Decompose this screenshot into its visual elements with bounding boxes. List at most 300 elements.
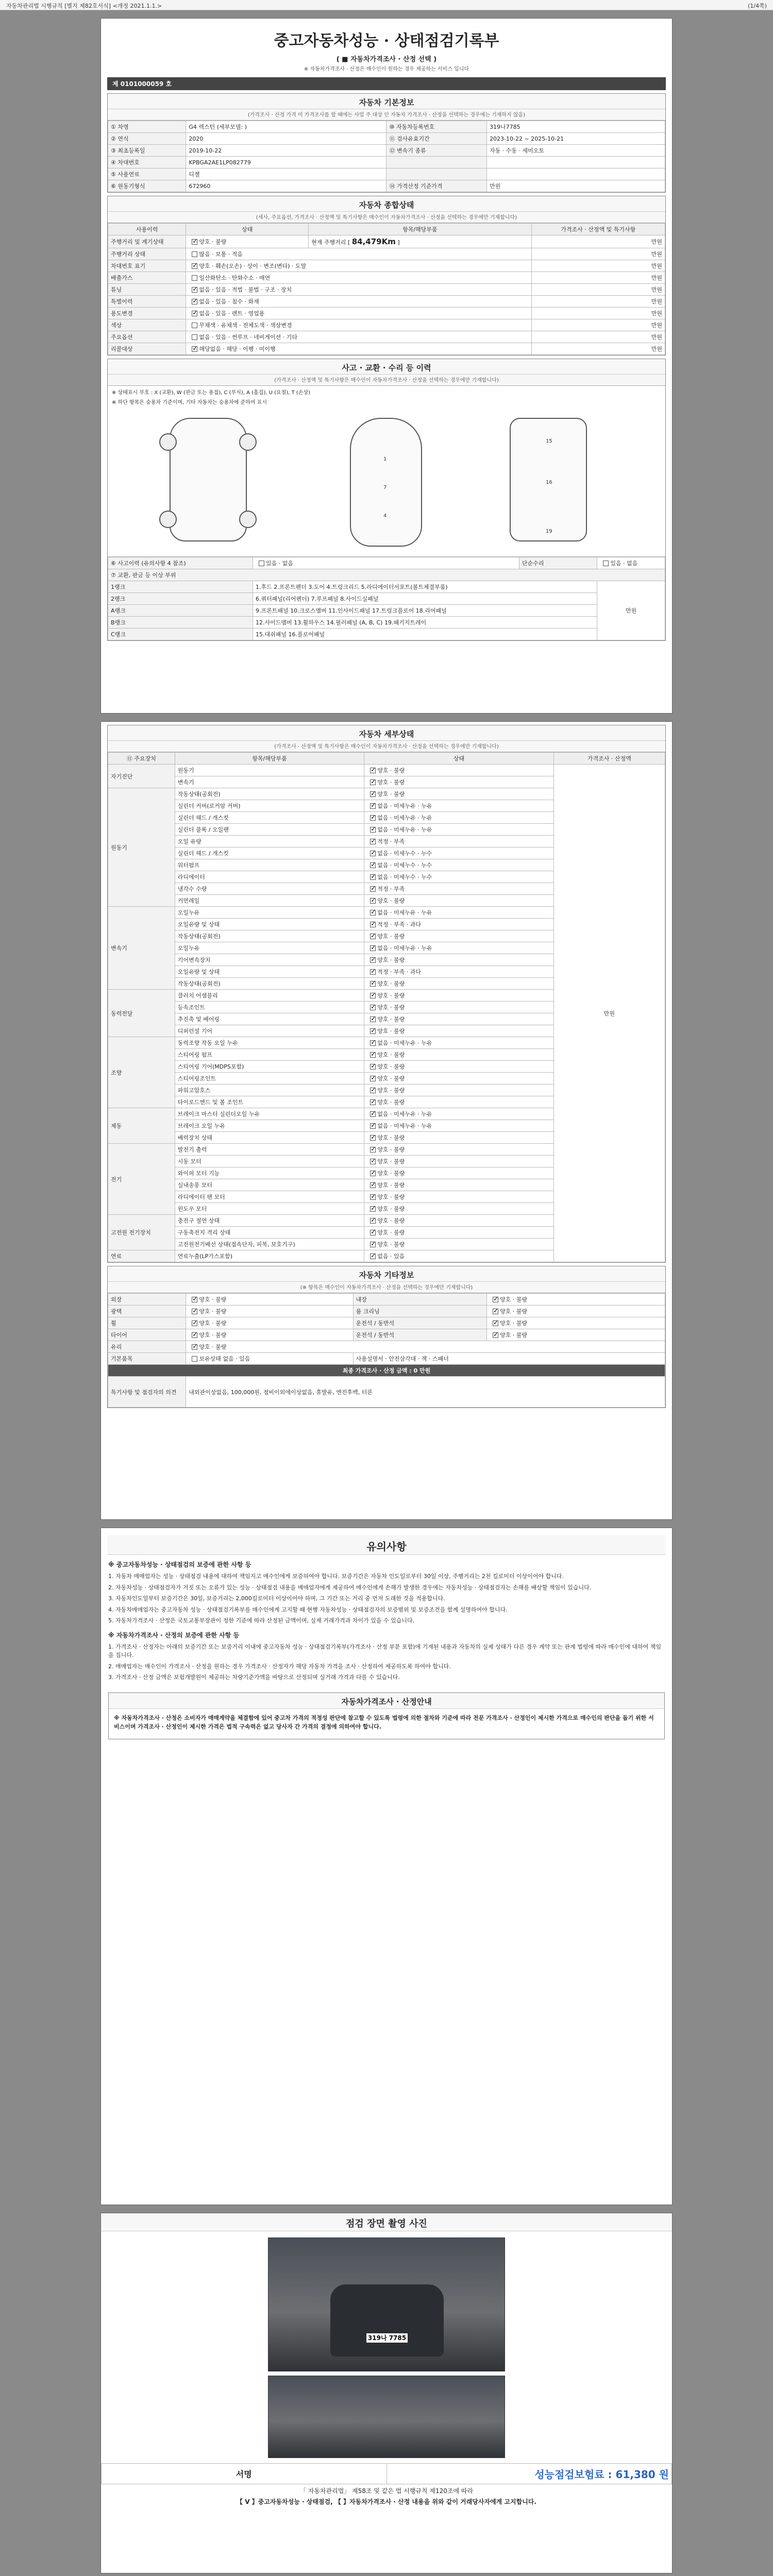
sheet-page-4 [100, 2213, 673, 2573]
cell-value: G4 렉스턴 (세부모델: ) [186, 121, 386, 133]
checkbox[interactable] [370, 862, 376, 868]
checkbox[interactable] [192, 334, 197, 340]
legal-line-2: 【 V 】중고자동차성능 · 상태점검, 【 】자동차가격조사 · 산정 내용을 위와 같이 거래당사자에게 고지합니다. [237, 2498, 536, 2505]
checkbox[interactable] [493, 1297, 498, 1302]
checkbox[interactable] [370, 1182, 376, 1188]
note-paragraph: 1. 가격조사 · 산정자는 아래의 보증기간 또는 보증거리 이내에 중고자동차 성능 · 상태점검기록부(가격조사 · 산정 부분 포함)에 기재된 내용과 자동차의 실제 상태가 다른 경우 계약 또는 관계 법령에 따라 매수인에 대하여 책임을 집니다. [108, 1643, 662, 1658]
item-label: 시동 모터 [175, 1156, 364, 1167]
state-cell [186, 235, 309, 248]
notes-subheading: ※ 중고자동차성능 · 상태점검의 보증에 관한 사항 등 [108, 1561, 251, 1568]
state-cell [364, 1167, 554, 1179]
state-cell [364, 1002, 554, 1013]
row-label: 운전석 / 동반석 [353, 1317, 486, 1329]
checkbox[interactable] [192, 263, 197, 269]
note-paragraph: 2. 매매업자는 매수인이 가격조사 · 산정을 원하는 경우 가격조사 · 산정자가 해당 자동차 가격을 조사 · 산정하여 제공하도록 하여야 합니다. [108, 1663, 451, 1670]
state-text: 양호 · 불량 [377, 1206, 405, 1212]
column-header: 항목/해당부품 [175, 753, 364, 765]
mileage-value: 84,479Km [351, 237, 396, 246]
checkbox[interactable] [370, 1111, 376, 1117]
checkbox[interactable] [493, 1309, 498, 1314]
section-heading: 사고 · 교환 · 수리 등 이력 [108, 359, 665, 375]
page-indicator: (1/4쪽) [748, 3, 767, 9]
state-text: 일산화탄소 · 탄화수소 · 매연 [199, 275, 271, 281]
car-damage-diagram [108, 408, 665, 557]
checkbox[interactable] [370, 1253, 376, 1259]
state-cell [364, 788, 554, 800]
state-text: 양호 · 불량 [199, 1296, 227, 1303]
pricing-guide-heading: 자동차가격조사 · 산정안내 [109, 1693, 664, 1709]
section-note: (세사, 주요옵션, 가격조사 · 산정액 및 특기사항은 매수인이 자동차가격조사 · 산정을 선택하는 경우에만 기재합니다) [108, 212, 665, 223]
checkbox[interactable] [370, 993, 376, 998]
cell-label: ① 차명 [108, 121, 186, 133]
checkbox[interactable] [370, 1076, 376, 1081]
item-label: 스티어링 기어(MDPS포함) [175, 1061, 364, 1073]
checkbox[interactable] [370, 827, 376, 833]
checkbox[interactable] [370, 1147, 376, 1153]
checkbox[interactable] [370, 1099, 376, 1105]
checkbox[interactable] [370, 791, 376, 797]
state-text: 양호 · 불량 [500, 1320, 528, 1327]
group-label: 연료 [108, 1250, 175, 1262]
state-text: 없음 · 미세누유 · 누유 [377, 815, 432, 821]
basic-info-table [108, 121, 665, 192]
state-cell [364, 1025, 554, 1037]
checkbox[interactable] [192, 1332, 197, 1338]
row-label: 휠 [108, 1317, 186, 1329]
row-label: 유리 [108, 1341, 186, 1353]
checkbox[interactable] [370, 1242, 376, 1247]
checkbox[interactable] [370, 874, 376, 880]
checkbox[interactable] [370, 922, 376, 927]
state-text: 양호 · 불량 [199, 1344, 227, 1350]
state-cell [364, 954, 554, 966]
column-header: 상태 [186, 224, 309, 235]
row-label: 기본품목 [108, 1353, 186, 1365]
state-cell [364, 824, 554, 836]
state-cell [364, 1144, 554, 1156]
cell-value: 2020 [186, 133, 386, 145]
state-text: 양호 · 불량 [377, 1170, 405, 1177]
state-cell [364, 883, 554, 895]
state-text: 없음 · 있음 · 침수 · 화재 [199, 298, 259, 305]
group-label: 자기진단 [108, 765, 175, 788]
checkbox[interactable] [192, 346, 197, 352]
state-cell [364, 1203, 554, 1215]
note-paragraph: 1. 자동차 매매업자는 성능 · 상태점검 내용에 대하여 책임지고 매수인에게 보증하여야 합니다. 보증기간은 자동차 인도일로부터 30일 이상, 주행거리는 2천 킬로미터 이상이어야 합니다. [108, 1573, 564, 1580]
checkbox[interactable] [192, 299, 197, 304]
state-text: 양호 · 불량 [377, 957, 405, 963]
checkbox[interactable] [370, 851, 376, 856]
checkbox[interactable] [370, 886, 376, 892]
state-text: 양호 · 불량 [377, 1028, 405, 1035]
rank-items: 1.후드 2.프론트펜더 3.도어 4.트렁크리드 5.라디에이터서포트(볼트체결부품) [253, 581, 597, 593]
rank-label: 1랭크 [108, 581, 253, 593]
price-cell: 만원 [531, 235, 665, 248]
table-row: 튜닝 ✓ 없음 · 있음 · 적법 · 불법 · 구조 · 장치 만원 [108, 284, 665, 296]
state-text: 적정 · 부족 · 과다 [377, 921, 421, 928]
state-text: 양호 · 불량 [377, 897, 405, 904]
car-body [330, 2284, 444, 2357]
item-label: 워터펌프 [175, 859, 364, 871]
wheel-icon [239, 433, 257, 451]
state-text: 양호 · 불량 [377, 1004, 405, 1011]
checkbox[interactable] [370, 969, 376, 975]
final-price-value: 0 만원 [413, 1367, 431, 1374]
sheet-page-3 [100, 1528, 673, 2205]
checkbox[interactable] [370, 1064, 376, 1070]
part-number: 15 [546, 438, 552, 444]
checkbox[interactable] [370, 1159, 376, 1164]
state-text: 적정 · 부족 [377, 886, 405, 892]
state-cell [364, 1037, 554, 1049]
pricing-guide-text: ※ 자동차가격조사 · 산정은 소비자가 매매계약을 체결함에 있어 중고차 가격의 적정성 판단에 참고할 수 있도록 법령에 의한 절차와 기준에 따라 전문 가격조사 · 산정인이 제시한 가격으로 매수인의 판단을 돕기 위한 서비스이며 가격조사 · 산정인이 제시한 가격은 법적 구속력은 없고 당사자 간 가격의 결정에 의하여야 합니다. [114, 1715, 654, 1730]
state-cell [364, 859, 554, 871]
price-cell: 만원 [553, 765, 665, 1262]
state-text: 없음 · 있음 [377, 1253, 405, 1260]
state-cell [364, 966, 554, 978]
checkbox[interactable] [370, 1123, 376, 1129]
state-cell [364, 1179, 554, 1191]
checkbox[interactable] [259, 561, 264, 566]
state-text: 없음 · 있음 · 썬루프 · 네비게이션 · 기타 [199, 334, 298, 341]
item-label: 윈도우 모터 [175, 1203, 364, 1215]
form-reference: 자동차관리법 시행규칙 [별지 제82호서식] <개정 2021.1.1.> [6, 3, 162, 9]
column-header: 가격조사 · 산정액 [553, 753, 665, 765]
state-cell [364, 1084, 554, 1096]
checkbox[interactable] [370, 1016, 376, 1022]
state-text: 없음 · 미세누유 · 누유 [377, 1111, 432, 1117]
section-heading: 자동차 기타정보 [108, 1266, 665, 1282]
checkbox[interactable] [603, 561, 609, 566]
column-header: 사용이력 [108, 224, 186, 235]
row-label: 룸 크리닝 [353, 1306, 486, 1317]
row-label: 용도변경 [108, 308, 186, 319]
state-text: 양호 · 불량 [377, 1075, 405, 1082]
fee-value: 61,380 원 [615, 2468, 669, 2481]
accident-legend: ※ 상태표시 부호 : X (교환), W (판금 또는 용접), C (부식), A (흠집), U (요철), T (손상) [112, 390, 311, 396]
item-label: 오일유량 및 상태 [175, 919, 364, 930]
item-label: 등속조인트 [175, 1002, 364, 1013]
column-header: 상태 [364, 753, 554, 765]
checkbox[interactable] [192, 323, 197, 328]
legal-line-1: 「 자동차관리법」 제58조 및 같은 법 시행규칙 제120조에 따라 [299, 2487, 474, 2495]
checkbox[interactable] [370, 1040, 376, 1046]
state-text: 양호 · 불량 [377, 1241, 405, 1248]
wheel-icon [239, 511, 257, 528]
final-price-label: 최종 가격조사 · 산정 금액 [342, 1367, 408, 1374]
state-text: 양호 · 불량 [377, 933, 405, 940]
other-info-section [107, 1266, 666, 1408]
state-text: 양호 · 불량 [377, 1217, 405, 1224]
checkbox[interactable] [192, 311, 197, 316]
checkbox[interactable] [370, 779, 376, 785]
state-text: 양호 · 불량 [377, 1016, 405, 1023]
top-strip [0, 0, 773, 10]
state-cell [364, 919, 554, 930]
state-text: 양호 · 훼손(오손) · 상이 · 변조(변타) · 도말 [199, 263, 307, 269]
mileage-cell: 현재 주행거리 [ 84,479Km ] [309, 235, 531, 248]
group-label: 전기 [108, 1144, 175, 1215]
state-text: 양호 · 불량 [199, 1320, 227, 1327]
other-info-table [108, 1293, 665, 1408]
inspection-photo-rear [268, 2376, 505, 2458]
cell-label: ④ 차대번호 [108, 157, 186, 168]
rank-label: 2랭크 [108, 593, 253, 605]
group-label: 원동기 [108, 788, 175, 907]
row-label: 타이어 [108, 1329, 186, 1341]
checkbox[interactable] [370, 934, 376, 939]
state-text: 없음 · 미세누유 · 누유 [377, 1040, 432, 1046]
final-price-row: 최종 가격조사 · 산정 금액 : 0 만원 [108, 1365, 665, 1377]
item-label: 브레이크 마스터 실린더오일 누유 [175, 1108, 364, 1120]
cell-value: 자동 · 수동 · 세미오토 [487, 145, 665, 157]
checkbox[interactable] [370, 1230, 376, 1235]
checkbox[interactable] [370, 768, 376, 773]
state-text: 양호 · 불량 [377, 1194, 405, 1200]
table-row: 용도변경 ✓ 없음 · 있음 · 렌트 · 영업용 만원 [108, 308, 665, 319]
checkbox[interactable] [370, 910, 376, 916]
row-label: 차대번호 표기 [108, 260, 186, 272]
row-label: 튜닝 [108, 284, 186, 296]
item-label: 실린더 블록 / 오일팬 [175, 824, 364, 836]
state-cell [364, 1096, 554, 1108]
note-paragraph: 3. 자동차인도일부터 보증기간은 30일, 보증거리는 2,000킬로미터 이상이어야 하며, 그 기간 또는 거리 중 먼저 도래한 것을 적용합니다. [108, 1595, 445, 1602]
note-paragraph: 4. 자동차매매업자는 중고자동차 성능 · 상태점검기록부를 매수인에게 고지할 때 현행 자동차성능 · 상태점검자의 보증범위 및 보증조건을 함께 설명하여야 합니다. [108, 1606, 508, 1613]
rank-items: 15.대쉬패널 16.플로어패널 [253, 629, 597, 640]
state-text: 없음 · 미세누수 · 누수 [377, 850, 432, 857]
table-row: 리콜대상 ✓ 해당없음 · 해당 · 이행 · 미이행 만원 [108, 343, 665, 355]
note-paragraph: 5. 자동차가격조사 · 산정은 국토교통부장관이 정한 기준에 따라 산정된 금액이며, 실제 거래가격과 차이가 있을 수 있습니다. [108, 1617, 415, 1624]
state-cell [364, 812, 554, 824]
checkbox[interactable] [192, 287, 197, 293]
state-text: 양호 · 불량 [377, 1063, 405, 1070]
row-label: 외장 [108, 1294, 186, 1306]
state-cell [364, 895, 554, 907]
state-cell [364, 930, 554, 942]
item-label: 기어변속장치 [175, 954, 364, 966]
item-label: 동력조향 작동 오일 누유 [175, 1037, 364, 1049]
checkbox[interactable] [192, 251, 197, 257]
state-cell [364, 1239, 554, 1250]
item-label: 작동상태(공회전) [175, 978, 364, 990]
item-label: 실린더 헤드 / 개스킷 [175, 812, 364, 824]
rank-items: 12.사이드멤버 13.휠하우스 14.필러패널 (A, B, C) 19.패키지트레이 [253, 617, 597, 629]
state-text: 양호 · 불량 [377, 1158, 405, 1165]
state-cell [364, 1013, 554, 1025]
checkbox[interactable] [493, 1320, 498, 1326]
note-paragraph: 3. 가격조사 · 산정 금액은 보험개발원이 제공하는 차량기준가액을 바탕으로 산정되며 실거래 가격과 다를 수 있습니다. [108, 1674, 400, 1681]
table-row: 배출가스 일산화탄소 · 탄화수소 · 매연 만원 [108, 272, 665, 284]
state-cell [364, 1191, 554, 1203]
remarks-text: 내외관이상없음, 100,000원, 점비이외에이상없음, 휴발유, 엔진후백, 터론 [186, 1377, 665, 1408]
cell-value [487, 157, 665, 168]
state-cell [364, 800, 554, 812]
fee-label: 성능점검보험료 [534, 2468, 604, 2481]
checkbox[interactable] [370, 1171, 376, 1176]
item-label: 실린더 헤드 / 개스킷 [175, 848, 364, 859]
section-heading: 자동차 종합상태 [108, 196, 665, 212]
sheet-page-1 [100, 18, 673, 714]
checkbox[interactable] [370, 1194, 376, 1200]
checkbox[interactable] [370, 1028, 376, 1034]
accident-table [108, 557, 665, 640]
item-label: 와이퍼 모터 기능 [175, 1167, 364, 1179]
checkbox[interactable] [192, 239, 197, 245]
item-label: 냉각수 수량 [175, 883, 364, 895]
state-text: 많음 · 보통 · 적음 [199, 251, 243, 258]
document-title: 중고자동차성능 · 상태점검기록부 [274, 32, 499, 50]
item-label: 타이로드엔드 및 볼 조인트 [175, 1096, 364, 1108]
part-number: 1 [383, 456, 387, 462]
column-header: ⑪ 주요장치 [108, 753, 175, 765]
item-label: 연료누출(LP가스포함) [175, 1250, 364, 1262]
cell-label: ⑭ 가격산정 기준가격 [386, 180, 487, 192]
rank-items: 6.쿼터패널(리어펜더) 7.루프패널 8.사이드실패널 [253, 593, 597, 605]
state-text: 양호 · 불량 [500, 1296, 528, 1303]
item-label: 스티어링 펌프 [175, 1049, 364, 1061]
state-text: 해당없음 · 해당 · 이행 · 미이행 [199, 346, 276, 352]
notes-heading: 유의사항 [107, 1535, 666, 1555]
item-label: 실린더 커버(로커암 커버) [175, 800, 364, 812]
checkbox[interactable] [370, 981, 376, 987]
state-text: 양호 · 불량 [377, 1229, 405, 1236]
state-cell [364, 1049, 554, 1061]
remarks-label: 특기사항 및 점검자의 의견 [108, 1377, 186, 1408]
license-plate: 319나 7785 [366, 2333, 408, 2343]
cell-value: KPBGA2AE1LP082779 [186, 157, 386, 168]
checkbox[interactable] [370, 945, 376, 951]
basic-items: 사용설명서 · 안전삼각대 · 잭 · 스패너 [353, 1353, 665, 1365]
item-label: 오일 유량 [175, 836, 364, 848]
checkbox[interactable] [493, 1332, 498, 1338]
column-header: 가격조사 · 산정액 및 특기사항 [531, 224, 665, 235]
table-row: 특별이력 ✓ 없음 · 있음 · 침수 · 화재 만원 [108, 296, 665, 308]
state-cell [364, 978, 554, 990]
checkbox[interactable] [370, 839, 376, 844]
checkbox[interactable] [370, 957, 376, 963]
item-label: 배력장치 상태 [175, 1132, 364, 1144]
checkbox[interactable] [192, 275, 197, 281]
row-label: 배출가스 [108, 272, 186, 284]
rank-label: A랭크 [108, 605, 253, 617]
state-text: 양호 · 불량 [377, 791, 405, 798]
state-text: 양호 · 불량 [500, 1332, 528, 1338]
pricing-guide-box [108, 1692, 665, 1740]
state-text: 양호 · 불량 [377, 1134, 405, 1141]
rank-label: B랭크 [108, 617, 253, 629]
item-label: 오일누유 [175, 907, 364, 919]
checkbox[interactable] [370, 1088, 376, 1093]
item-label: 라디에이터 [175, 871, 364, 883]
item-label: 작동상태(공회전) [175, 788, 364, 800]
wheel-icon [159, 511, 177, 528]
state-text: 없음 · 미세누수 · 누수 [377, 862, 432, 869]
checkbox[interactable] [370, 1052, 376, 1058]
mileage-label: 현재 주행거리 [311, 239, 346, 246]
basic-info-section [107, 93, 666, 193]
row-label: 주행거리 상태 [108, 248, 186, 260]
checkbox[interactable] [370, 1005, 376, 1010]
document-number: 제 0101000059 호 [107, 77, 666, 90]
wheel-icon [159, 433, 177, 451]
row-label: 주요옵션 [108, 331, 186, 343]
state-text: 없음 · 있음 · 적법 · 불법 · 구조 · 장치 [199, 286, 292, 293]
row-label: 내장 [353, 1294, 486, 1306]
column-header: 항목/해당부품 [309, 224, 531, 235]
checkbox[interactable] [192, 1309, 197, 1314]
checkbox[interactable] [370, 1218, 376, 1224]
state-text: 양호 · 불량 [199, 1332, 227, 1338]
cell-label [386, 168, 487, 180]
checkbox[interactable] [370, 803, 376, 809]
state-text: 없음 · 미세누유 · 누유 [377, 803, 432, 809]
state-cell [364, 1227, 554, 1239]
row-label: ⑦ 교환, 판금 등 이상 부위 [108, 569, 665, 581]
rank-items: 9.프론트패널 10.크로스멤버 11.인사이드패널 17.트렁크플로어 18.리어패널 [253, 605, 597, 617]
state-cell [364, 990, 554, 1002]
section-note: (가격조사 · 산정액 및 특기사항은 매수인이 자동차가격조사 · 산정을 선택하는 경우에만 기재합니다) [108, 741, 665, 752]
section-note: (※ 항목은 매수인이 자동차가격조사 · 산정을 선택하는 경우에만 기재합니다) [108, 1282, 665, 1293]
checkbox[interactable] [370, 815, 376, 821]
row-label: 색상 [108, 319, 186, 331]
item-label: 발전기 출력 [175, 1144, 364, 1156]
item-label: 고전원전기배선 상태(접속단자, 피복, 보호기구) [175, 1239, 364, 1250]
accident-legend-2: ※ 하단 항목은 승용차 기준이며, 기타 자동차는 승용차에 준하여 표시 [112, 400, 267, 405]
item-label: 실내송풍 모터 [175, 1179, 364, 1191]
checkbox[interactable] [192, 1356, 197, 1362]
group-label: 제동 [108, 1108, 175, 1144]
checkbox[interactable] [192, 1320, 197, 1326]
item-label: 오일유량 및 상태 [175, 966, 364, 978]
state-text: 없음 · 미세누유 · 누유 [377, 1123, 432, 1129]
cell-label [386, 157, 487, 168]
row-label: 단순수리 [519, 557, 597, 569]
table-row: 주요옵션 없음 · 있음 · 썬루프 · 네비게이션 · 기타 만원 [108, 331, 665, 343]
item-label: 추진축 및 베어링 [175, 1013, 364, 1025]
checkbox[interactable] [370, 1206, 376, 1212]
cell-label: ⑫ 변속기 종류 [386, 145, 487, 157]
detail-state-section [107, 725, 666, 1263]
group-label: 고전원 전기장치 [108, 1215, 175, 1250]
cell-label: ⑥ 원동기형식 [108, 180, 186, 192]
part-number: 16 [546, 480, 552, 485]
item-label: 라디에이터 팬 모터 [175, 1191, 364, 1203]
cell-value: 319나7785 [487, 121, 665, 133]
cell-label: ⑩ 자동차등록번호 [386, 121, 487, 133]
cell-value: 2023-10-22 ~ 2025-10-21 [487, 133, 665, 145]
table-row: 색상 무채색 · 유채색 · 전체도색 · 색상변경 만원 [108, 319, 665, 331]
cell-label: ⑤ 사용연료 [108, 168, 186, 180]
checkbox[interactable] [370, 898, 376, 904]
cell-value: 디젤 [186, 168, 386, 180]
checkbox[interactable] [192, 1344, 197, 1350]
notes-subheading: ※ 자동차가격조사 · 산정의 보증에 관한 사항 등 [108, 1631, 240, 1639]
state-text: 무채색 · 유채색 · 전체도색 · 색상변경 [199, 322, 292, 329]
state-cell [364, 1132, 554, 1144]
group-label: 조향 [108, 1037, 175, 1108]
row-label: ⑥ 사고이력 (유의사항 4 참조) [108, 557, 253, 569]
state-text: 없음 · 미세누유 · 누유 [377, 909, 432, 916]
checkbox[interactable] [192, 1297, 197, 1302]
state-text: 적정 · 부족 [377, 838, 405, 845]
signature-table: 서명 성능점검보험료 : 61,380 원 [101, 2463, 672, 2484]
checkbox[interactable] [370, 1135, 376, 1141]
row-label: 주행거리 및 계기상태 [108, 235, 186, 248]
rank-label: C랭크 [108, 629, 253, 640]
table-row [108, 765, 665, 776]
state-cell [364, 907, 554, 919]
section-heading: 자동차 세부상태 [108, 725, 665, 741]
